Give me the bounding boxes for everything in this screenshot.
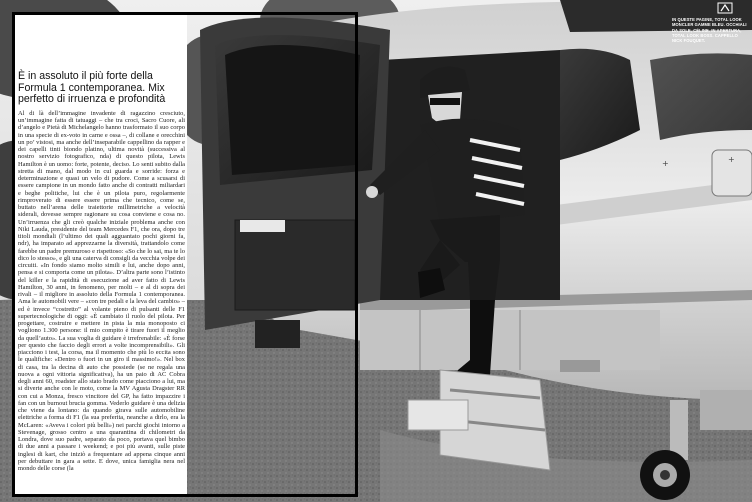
svg-text:+: + [662,159,669,168]
magazine-logo-icon [717,2,733,14]
svg-text:+: + [728,155,735,164]
article-body: Al di là dell’immagine invadente di ragazzino cresciuto, un’immagine fatta di tatuaggi – che tra croci, Sacro Cuore, ali d’angelo e Pietà di Michelangelo hanno trasformato il suo corpo in una specie di ex-voto in carne e ossa –, di collane e orecchini un po’ vistosi, ma anche dell’inseparabile cappellino da rapper e dei capelli tinti biondo platino, ultima novità (successiva al nostro servizio fotografico, nda) di questo pilota, Lewis Hamilton è un uomo: forte, potente, deciso. Lo senti subito dalla stretta di mano, dal modo in cui guarda e sorride: forza e determinazione e quasi un velo di pudore. Come a scusarsi di essere campione in un mondo fatto anche di contratti miliardari e beghe politiche, lui che è un pilota puro, regolarmente rimproverato di essere essere prima che tecnico, come se, buttato nell’arena delle traiettorie millimetriche a velocità siderali, dovesse sempre ragionare su cosa conviene e cosa no. Un’irruenza che gli creò qualche iniziale problema anche con Niki Lauda, presidente del team Mercedes F1, che ora, dopo tre titoli mondiali (l’ultimo dei quali agguantato pochi giorni fa, ndr), ha imparato ad apprezzarne la diversità, trattandolo come farebbe un padre premuroso e rispettoso: «So che lo sai, ma te lo dico lo stesso», e gli una caterva di consigli da vecchia volpe dei circuiti. «In fondo siamo molto simili e lui, anche dopo anni, pensa e si comporta come un pilota». D’altra parte sono l’istinto del killer e la rapidità di esecuzione ad aver fatto di Lewis Hamilton, 30 anni, in fenomeno, per molti – e al di sopra dei rivali – il migliore in assoluto della Formula 1 contemporanea. Ama le automobili vere – «con tre pedali e la leva del cambio» – ed è invece “costretto” al volante pieno di pulsanti delle F1 supertecnologiche di oggi: «È cambiato il ruolo del pilota. Per progettare, costruire e mettere in pista la mia monoposto ci vogliono 1.300 persone: il mio compito è tirare fuori il meglio da quell’auto». La sua voglia di guidare è irrefrenabile: «È forse per questo che faccio degli errori a volte incomprensibili». Gli piacciono i test, la corsa, ma il momento che più lo eccita sono le qualifiche: «Dentro o fuori in un giro il massimo!». Nel box di casa, tra la decina di auto che possiede (se ne regala una nuova a ogni vittoria significativa), ha un paio di AC Cobra degli anni 60, roadster allo stato brado come piacciono a lui, ma si diverte anche con le moto, come la MV Agusta Dragster RR con cui a Monza, fresco vincitore del GP, ha fatto impazzire i fan con un burnout brucia gomma. Vederlo guidare è una delizia che viene da lontano: da quando girava sulle automobiline elettriche a forma di F1 (la sua preferita, neanche a dirlo, era la McLaren: «Aveva i colori più belli») nei parchi giochi intorno a Stevenage, grosso centro a una quarantina di chilometri da Londra, dove suo padre, separato da poco, portava quel bimbo di due anni a passare i weekend; e poi più avanti, sulle piste inglesi di kart, che iniziò a frequentare ad appena cinque anni per debuttare in gara a sette. E dove, unica famiglia nera nel mondo delle corse (la [18,109,185,473]
photo-caption: IN QUESTE PAGINE, TOTAL LOOK MONCLER GAMME BLEU. OCCHIALI DA SOLE, CÉLINE. IN APERTURA, TOTAL LOOK BOSS. CAPPELLO NICK FOUQUET. [672,17,747,44]
article-text-panel [15,15,187,494]
article-headline: È in assoluto il più forte della Formula 1 contemporanea. Mix perfetto di irruenza e profondità [18,70,166,106]
